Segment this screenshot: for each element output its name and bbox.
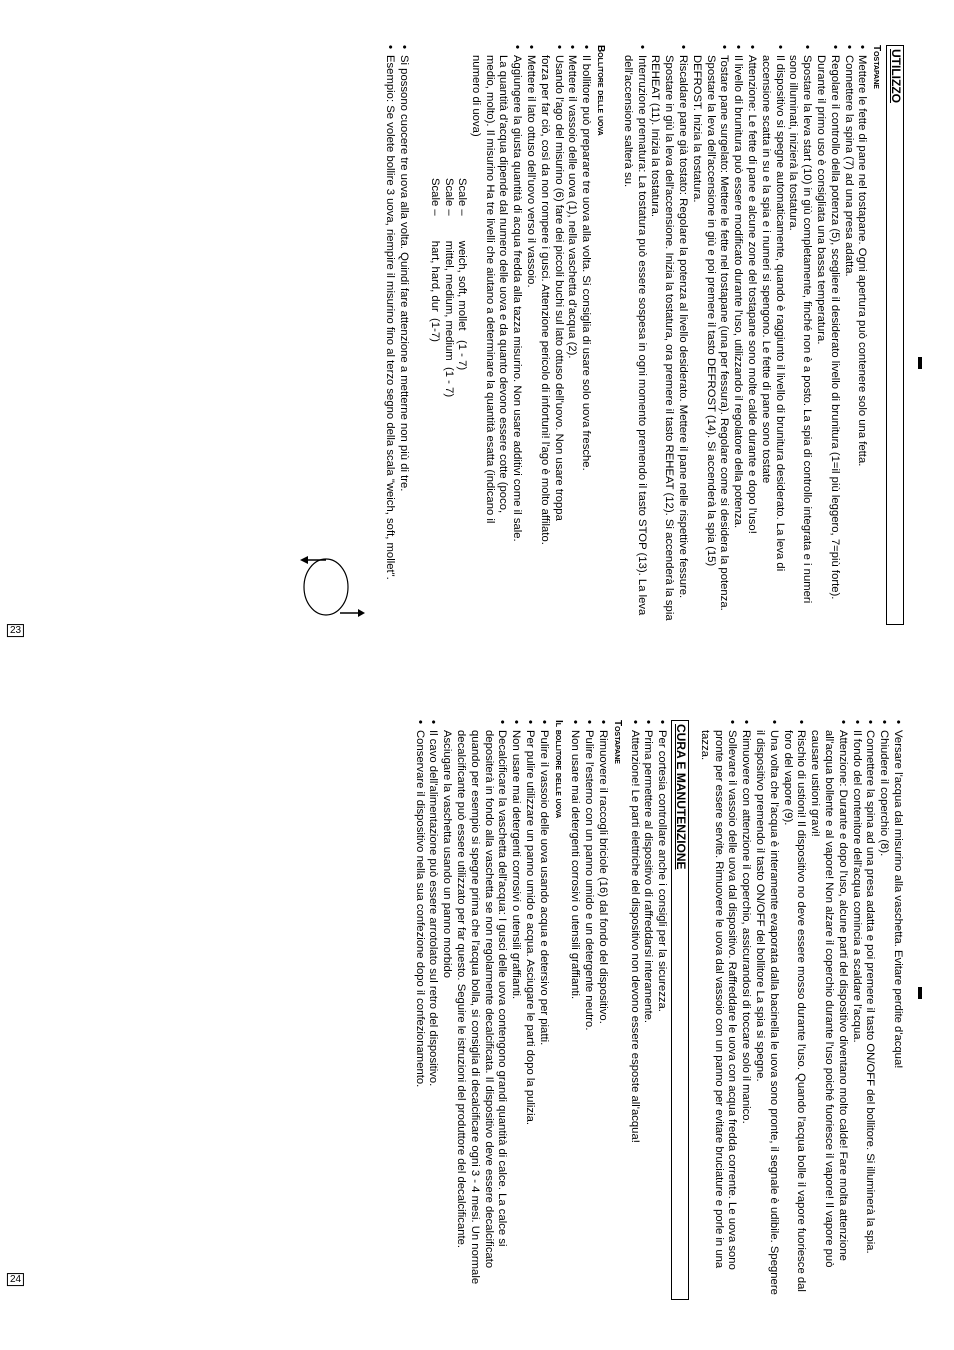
list-item: • Spostare la leva start (10) in giù completamente, finché non è a posto. La spia di controllo integrata e i numeri sono illuminati, inizierà la tostatura. (786, 45, 814, 625)
list-item: • Il fondo del contenitore dell'acqua comincia a scaldare l'acqua. (849, 720, 863, 1300)
tostapane-care-list (568, 720, 609, 1300)
list-item: • Pulire il vassoio delle uova usando acqua e detersivo per piatti. (536, 720, 550, 1300)
list-item: • Il cavo dell'alimentazione può essere arrotolato sul retro del dispositivo. (426, 720, 440, 1300)
list-item: • Connettere la spina (7) ad una presa adatta. (841, 45, 855, 625)
list-item: • Attenzione: Le fette di pane e alcune zone del tostapane sono molte calde durante e dopo l'uso! (744, 45, 758, 625)
list-item: • Rimuovere con attenzione il coperchio, assicurandosi di toccare solo il manico. (738, 720, 752, 1300)
list-item: • Interruzione prematura: La tostatura può essere sospesa in ogni momento premendo il tasto STOP (13). La leva dell'accensione salterà su. (620, 45, 648, 625)
section-title-utilizzo: UTILIZZO (886, 45, 904, 625)
list-item: • Attenzione! Le parti elettriche del dispositivo non devono essere esposte all'acqua! (627, 720, 641, 1300)
bollitore-list (468, 45, 592, 545)
subheading-bollitore: Il bollitore delle uova (552, 720, 564, 819)
list-item: • Chiudere il coperchio (8). (876, 720, 890, 1300)
subheading-bollitore: Bollitore delle uova (595, 45, 607, 136)
list-item: • Per pulire utilizzare un panno umido e acqua. Asciugare le parti dopo la pulizia. (522, 720, 536, 1300)
page-marker-bar (918, 987, 922, 999)
page-number: 24 (7, 1273, 24, 1286)
egg-illustration-icon (296, 555, 366, 625)
final-list (382, 45, 410, 625)
list-item: • Una volta che l'acqua è interamente evaporata dalla bacinella le uova sono pronte, il segnale è udibile. Spegnere il dispositivo premendo il tasto ON/OFF del bollitore La spia si spegne. (752, 720, 780, 1300)
section-title-cura: CURA E MANUTENZIONE (671, 720, 689, 1300)
list-item: • Il livello di brunitura può essere modificato durante l'uso, utilizzando il regolatore della potenza. (730, 45, 744, 625)
list-item: • Non usare mai detergenti corrosivi o utensili graffianti. (568, 720, 582, 1300)
list-item: • Il dispositivo si spegne automaticamente, quando è raggiunto il livello di brunitura desiderato. La leva di accensione scatta in su e la spia e i numeri si spengono. Le fette di pane sono tostate (758, 45, 786, 625)
list-item: • Prima permettere al dispositivo di raffreddarsi interamente. (641, 720, 655, 1300)
list-item: • Mettere le fette di pane nel tostapane. Ogni apertura può contenere solo una fetta. (855, 45, 869, 625)
list-item: • Attenzione: Durante e dopo l'uso, alcune parti del dispositivo diventano molto calde! Fare molta attenzione all'acqua bollente e al vapore! Non alzare il coperchio durante l'uso poiché fuoriesce il vapore! Il vapore può causare ustioni gravi! (807, 720, 848, 1300)
list-item: • Regolare il controllo della potenza (5), scegliere il desiderato livello di brunitura (1=il più leggero, 7=più forte). Durante il primo uso è consigliata una bassa temperatura. (813, 45, 841, 625)
list-item: • Mettere il vassoio delle uova (1), nella vaschetta d'acqua (2). (565, 45, 579, 545)
scale-line: Scale – mittel, medium, medium (1 - 7) (442, 178, 455, 398)
list-item: • Pulire l'esterno con un panno umido e un detergente neutro. (581, 720, 595, 1300)
list-item: • Usando l'ago del misurino (6) fare dei piccoli buchi sul lato ottuso dell'uovo. Non usare troppa forza per far ciò, così da non rompere i gusci. Attenzione pericolo di infortuni! l'ago è molto affilato. (537, 45, 565, 545)
list-item: • Aggiungere la giusta quantità di acqua fredda alla tazza misurino. Non usare additivi come il sale. La quantità d'acqua dipende dal numero delle uova e da quanto devono essere cotte (poco, medio, molto). Il misurino Ha tre livelli che aiutano a determinare la quantità esatta (indicano il numero di uova) (468, 45, 523, 545)
subheading-tostapane: Tostapane (871, 45, 883, 89)
list-item: • Decalcificare la vaschetta dell'acqua: I gusci delle uova contengono grandi quantità di calce. La calce si depositerà in fondo alla vaschetta se non regolarmente decalcificata. Il dispositivo deve essere decalcificato quando per esempio si spegne prima che l'acqua bolla, si consiglia di decalcificare ogni 3 - 4 mesi. Un normale decalcificante può essere utilizzato per far questo. Seguire le istruzioni del produttore del decalcificante. Asciugare la vaschetta usando un panno morbido (440, 720, 509, 1300)
list-item: • Il bollitore può preparare tre uova alla volta. Si consiglia di usare solo uova fresche. (578, 45, 592, 545)
scale-line: Scale – weich, soft, mollet (1 - 7) (456, 178, 469, 371)
list-item: • Per cortesia controllare anche i consigli per la sicurezza. (654, 720, 668, 1300)
list-item: • Esempio: Se volete bollire 3 uova, riempire il misurino fino al terzo segno della scala "weich, soft, mollet". (382, 45, 396, 625)
list-item: • Riscaldare pane già tostato: Regolare la potenza al livello desiderato. Mettere il pane nelle rispettive fessure. Spostare in giù la leva dell'accensione. Inizia la tostatura, ora premere il tasto REHEAT (12). Si accenderà la spia REHEAT (11). Inizia la tostatura. (648, 45, 689, 625)
list-item: • Tostare pane surgelato: Mettere le fette nel tostapane (una per fessura). Regolare come si desidera la potenza. Spostare la leva dell'accensione in giù e poi premere il tasto DEFROST (14). Si accenderà la spia (15) DEFROST. Inizia la tostatura. (689, 45, 730, 625)
page-marker-bar (918, 357, 922, 369)
list-item: • Conservare il dispositivo nella sua confezione dopo il confezionamento. (412, 720, 426, 1300)
page-number: 23 (7, 624, 24, 637)
scale-line: Scale – hart, hard, dur (1-7) (429, 178, 442, 342)
cura-list (627, 720, 668, 1300)
subheading-tostapane: Tostapane (611, 720, 623, 764)
scale-list (428, 45, 469, 625)
list-item: • Connettere la spina ad una presa adatta e poi premere il tasto ON/OFF del bollitore. Si illuminerà la spia. (863, 720, 877, 1300)
tostapane-list (620, 45, 868, 625)
list-item: • Versare l'acqua dal misurino alla vaschetta. Evitare perdite d'acqua! (890, 720, 904, 1300)
bollitore-steps-list (697, 720, 904, 1300)
list-item: • Mettere il lato ottuso dell'uovo verso il vassoio. (523, 45, 537, 545)
page-24 (0, 675, 954, 1350)
bollitore-care-list (412, 720, 550, 1300)
list-item: • Si possono cuocere tre uova alla volta. Quindi fare attenzione a metterne non più di tre. (396, 45, 410, 625)
list-item: • Rischio di ustioni! Il dispositivo no deve essere mosso durante l'uso. Quando l'acqua bolle il vapore fuoriesce dal foro del vapore (9). (780, 720, 808, 1300)
list-item: • Non usare mai detergenti corrosivi o utensili graffianti. (508, 720, 522, 1300)
list-item: • Rimuovere il raccogli briciole (16) dal fondo del dispositivo. (595, 720, 609, 1300)
list-item: • Sollevare il vassoio delle uova dal dispositivo. Raffreddare le uova con acqua fredda corrente. Le uova sono pronte per essere servite. Rimuovere le uova dal vassoio con un panno per evitare bruciature e porle in una tazza. (697, 720, 738, 1300)
